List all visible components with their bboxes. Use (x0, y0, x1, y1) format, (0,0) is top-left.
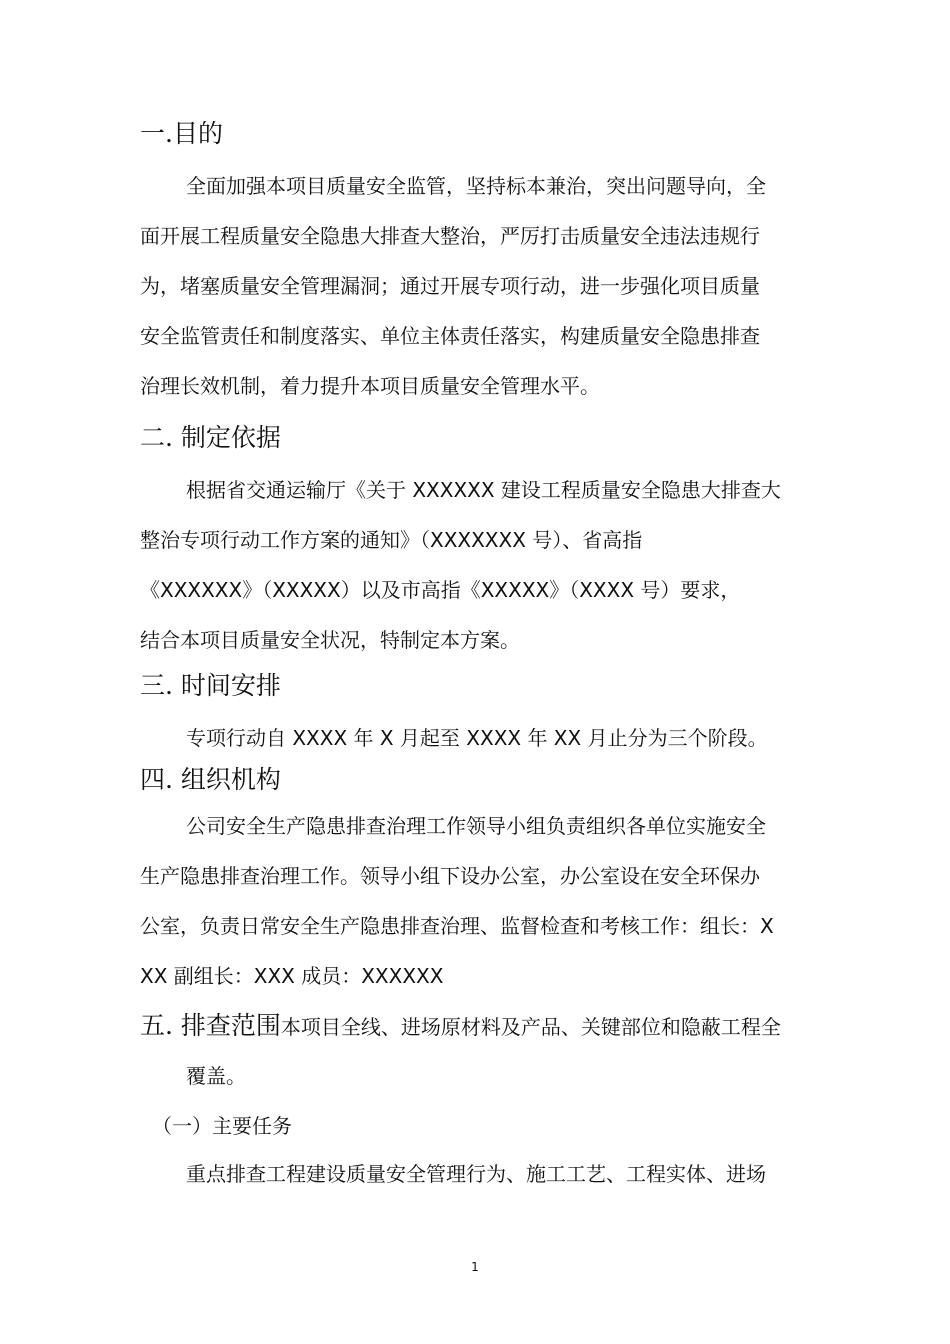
subheading-main-tasks: （一）主要任务 (152, 1114, 292, 1138)
paragraph-line: 治理长效机制，着力提升本项目质量安全管理水平。 (140, 374, 600, 398)
heading-purpose: 一.目的 (140, 119, 223, 148)
paragraph-line: 专项行动自 XXXX 年 X 月起至 XXXX 年 XX 月止分为三个阶段。 (186, 726, 768, 750)
paragraph-line: 安全监管责任和制度落实、单位主体责任落实，构建质量安全隐患排查 (140, 324, 760, 348)
paragraph-line: 《XXXXXX》（XXXXX）以及市高指《XXXXX》（XXXX 号）要求， (140, 578, 741, 602)
paragraph-line: 全面加强本项目质量安全监管，坚持标本兼治，突出问题导向，全 (186, 174, 766, 198)
paragraph-line: 重点排查工程建设质量安全管理行为、施工工艺、工程实体、进场 (186, 1162, 766, 1186)
heading-scope-row (140, 1010, 781, 1042)
paragraph-line: 为，堵塞质量安全管理漏洞；通过开展专项行动，进一步强化项目质量 (140, 274, 760, 298)
page-number: 1 (471, 1260, 479, 1274)
paragraph-line: 覆盖。 (186, 1064, 246, 1088)
paragraph-line: 生产隐患排查治理工作。领导小组下设办公室，办公室设在安全环保办 (140, 864, 760, 888)
paragraph-line: 整治专项行动工作方案的通知》（XXXXXXX 号）、省高指 (140, 528, 643, 552)
paragraph-line: 公司安全生产隐患排查治理工作领导小组负责组织各单位实施安全 (186, 814, 766, 838)
paragraph-line: XX 副组长：XXX 成员：XXXXXX (140, 964, 444, 988)
heading-basis: 二. 制定依据 (140, 423, 281, 452)
heading-schedule: 三. 时间安排 (140, 671, 281, 700)
heading-scope: 五. 排查范围 (140, 1011, 281, 1040)
paragraph-line: 公室，负责日常安全生产隐患排查治理、监督检查和考核工作：组长：X (140, 914, 774, 938)
paragraph-line: 面开展工程质量安全隐患大排查大整治，严厉打击质量安全违法违规行 (140, 224, 760, 248)
paragraph-line: 根据省交通运输厅《关于 XXXXXX 建设工程质量安全隐患大排查大 (186, 478, 781, 502)
heading-organization: 四. 组织机构 (140, 765, 281, 794)
paragraph-inline: 本项目全线、进场原材料及产品、关键部位和隐蔽工程全 (280, 1015, 781, 1039)
paragraph-line: 结合本项目质量安全状况，特制定本方案。 (140, 628, 520, 652)
